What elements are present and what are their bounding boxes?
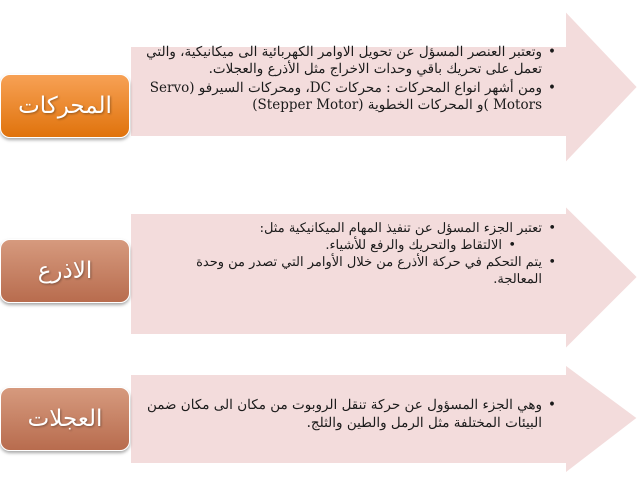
list-item: • تعتبر الجزء المسؤل عن تنفيذ المهام الميكانيكية مثل: (150, 220, 542, 237)
label-motors: المحركات (18, 93, 112, 119)
list-item: • وتعتبر العنصر المسؤل عن تحويل الاوامر الكهربائية الى ميكانيكية، والتي تعمل على تحريك باقي وحدات الاخراج مثل الأذرع والعجلات. (140, 44, 542, 78)
content-arms (150, 220, 560, 288)
content-motors (140, 44, 560, 114)
list-item: • ومن أشهر انواع المحركات : محركات DC، ومحركات السيرفو (Servo Motors )و المحركات الخطوية (Stepper Motor) (140, 80, 542, 114)
list-item: • يتم التحكم في حركة الأذرع من خلال الأوامر التي تصدر من وحدة المعالجة. (150, 254, 542, 288)
row-wheels (0, 360, 642, 480)
label-box-arms (0, 239, 130, 303)
list-item: • الالتقاط والتحريك والرفع للأشياء. (150, 237, 502, 254)
label-box-motors (0, 74, 130, 138)
label-wheels: العجلات (27, 406, 103, 432)
content-wheels (140, 396, 560, 432)
list-item: • وهي الجزء المسؤول عن حركة تنقل الروبوت من مكان الى مكان ضمن البيئات المختلفة مثل الرمل والطين والثلج. (140, 396, 542, 432)
label-box-wheels (0, 387, 130, 451)
row-arms (0, 200, 642, 360)
label-arms: الاذرع (37, 258, 93, 284)
row-motors (0, 0, 642, 200)
